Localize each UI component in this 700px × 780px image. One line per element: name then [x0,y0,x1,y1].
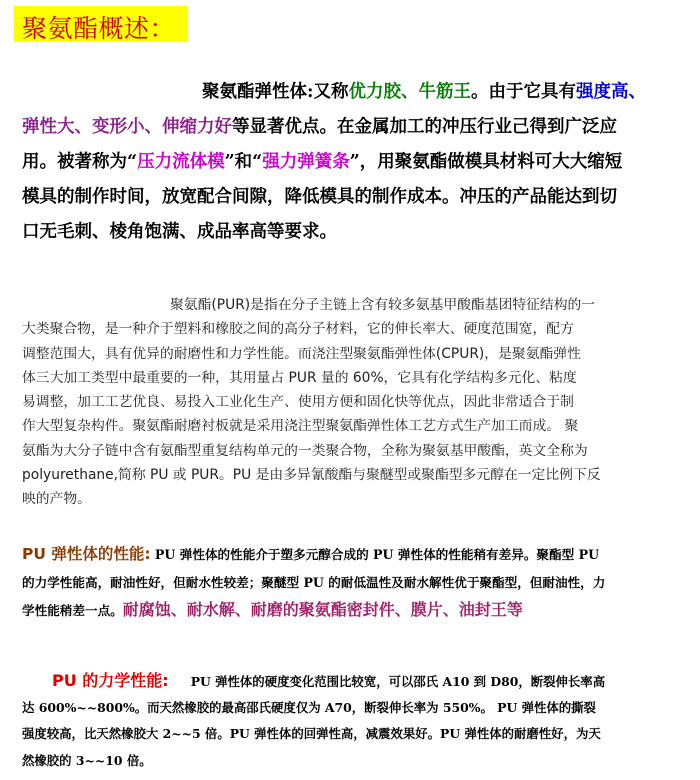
definition-line-4: 体三大加工类型中最重要的一种，其用量占 PUR 量的 60%，它具有化学结构多元化、粘度 [22,369,577,386]
intro-line-1 [22,75,686,110]
properties-line-2: 的力学性能高，耐油性好，但耐水性较差；聚醚型 PU 的耐低温性及耐水解性优于聚酯型，但耐油性，力 [22,574,606,590]
definition-line-6: 作大型复杂构件。聚氨酯耐磨衬板就是采用浇注型聚氨酯弹性体工艺方式生产加工而成。 聚 [22,418,579,435]
definition-line-5: 易调整，加工工艺优良、易投入工业化生产、使用方便和固化快等优点，因此非常适合于制 [22,394,574,411]
mechanical-line-1 [22,668,686,695]
mechanical-line-3: 强度较高，比天然橡胶大 2~~5 倍。PU 弹性体的回弹性高，减震效果好。PU 弹性体的耐磨性好，为天 [22,726,601,741]
definition-paragraph [22,293,684,512]
definition-line-3: 调整范围大，具有优异的耐磨性和力学性能。而浇注型聚氨酯弹性体(CPUR)，是聚氨酯弹性 [22,345,581,362]
definition-line-2: 大类聚合物，是一种介于塑料和橡胶之间的高分子材料，它的伸长率大、硬度范围宽，配方 [22,321,574,338]
properties-text: PU 弹性体的性能介于塑多元醇合成的 PU 弹性体的性能稍有差异。聚酯型 PU [150,547,600,562]
alias-text: 强力弹簧条 [262,152,350,172]
alias-text: 压力流体模 [137,152,225,172]
feature-text: 弹性大、变形小、伸缩力好 [22,117,232,137]
mechanical-properties-section [22,668,686,774]
intro-line-5: 口无毛刺、棱角饱满、成品率高等要求。 [22,222,337,242]
properties-line-3 [22,596,686,624]
mechanical-line-2: 达 600%~~800%。而天然橡胶的最高邵氏硬度仅为 A70，断裂伸长率为 550%。 PU 弹性体的撕裂 [22,699,596,715]
elastomer-properties-section [22,541,686,624]
intro-text: 用。被著称为“ [22,152,138,172]
intro-text: ”和“ [224,152,263,172]
section-heading: PU 的力学性能: [52,671,169,690]
intro-line-4: 模具的制作时间，放宽配合间隙，降低模具的制作成本。冲压的产品能达到切 [22,187,617,207]
mechanical-line-4: 然橡胶的 3~~10 倍。 [22,752,152,768]
nickname-text: 优力胶、牛筋王 [348,82,471,102]
definition-line-8: polyurethane,简称 PU 或 PUR。PU 是由多异氰酸酯与聚醚型或聚酯型多元醇在一定比例下反 [22,467,601,484]
intro-text: 聚氨酯弹性体:又称 [202,82,349,102]
intro-text: 。由于它具有 [470,82,576,102]
product-highlight: 耐腐蚀、耐水解、耐磨的聚氨酯密封件、膜片、油封王等 [122,600,523,619]
definition-line-7: 氨酯为大分子链中含有氨酯型重复结构单元的一类聚合物，全称为聚氨基甲酸酯，英文全称为 [22,442,588,459]
definition-line-1: 聚氨酯(PUR)是指在分子主链上含有较多氨基甲酸酯基团特征结构的一 [170,297,596,313]
page-title: 聚氨酯概述： [22,14,176,43]
intro-text: ”，用聚氨酯做模具材料可大大缩短 [349,152,623,172]
title-highlight [14,6,188,42]
intro-paragraph [22,75,686,250]
intro-line-2 [22,110,686,145]
intro-text: 等显著优点。在金属加工的冲压行业己得到广泛应 [232,117,617,137]
intro-line-3 [22,145,686,180]
section-heading: PU 弹性体的性能: [22,545,151,563]
mechanical-text: PU 弹性体的硬度变化范围比较宽，可以邵氏 A10 到 D80，断裂伸长率高 [190,674,606,689]
definition-line-9: 映的产物。 [22,491,91,508]
properties-text: 学性能稍差一点。 [22,603,123,618]
properties-line-1 [22,541,686,569]
feature-text: 强度高、 [575,82,646,102]
